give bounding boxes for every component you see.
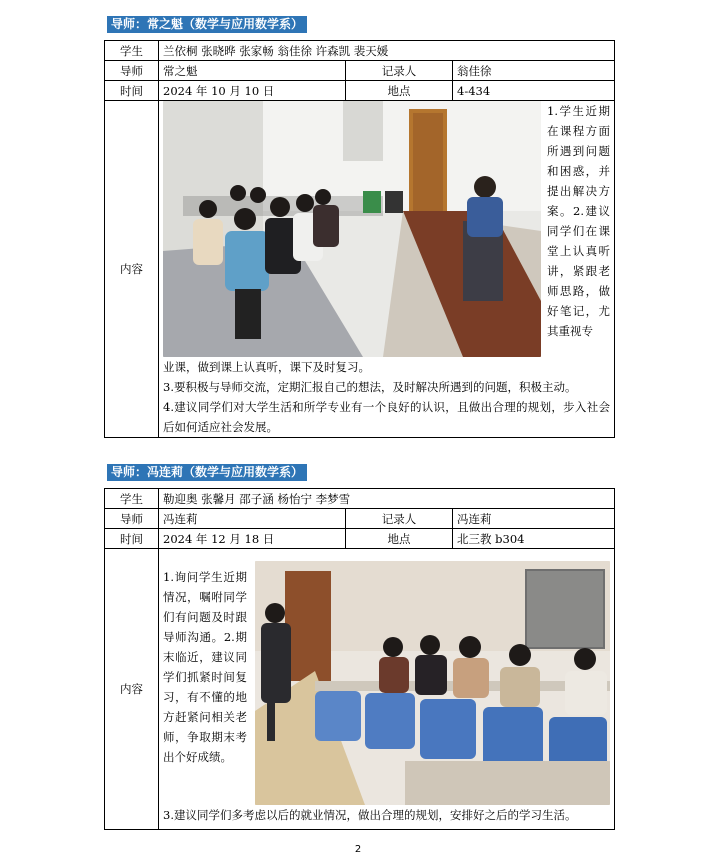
advisor-label: 导师 (105, 61, 159, 81)
students-value: 勒迎奥 张馨月 邵子涵 杨怡宁 李梦雪 (159, 489, 615, 509)
content-item-4: 4.建议同学们对大学生活和所学专业有一个良好的认识，且做出合理的规划，步入社会后如何适应社会发展。 (163, 400, 610, 434)
content-rest-text: 业课，做到课上认真听，课下及时复习。 (163, 360, 370, 374)
recorder-value: 翁佳徐 (453, 61, 615, 81)
place-value: 4-434 (453, 81, 615, 101)
content-label: 内容 (105, 101, 159, 438)
content-item-3: 3.要积极与导师交流，定期汇报自己的想法，及时解决所遇到的问题，积极主动。 (163, 380, 577, 394)
content-label: 内容 (105, 549, 159, 830)
time-label: 时间 (105, 529, 159, 549)
content-side-text: 1.学生近期在课程方面所遇到问题和困惑，并提出解决方案。2.建议同学们在课堂上认真听讲，紧跟老师思路，做好笔记，尤其重视专 (547, 104, 610, 338)
students-label: 学生 (105, 41, 159, 61)
content-item-3: 3.建议同学们多考虑以后的就业情况，做出合理的规划，安排好之后的学习生活。 (163, 808, 577, 822)
section-title: 导师：冯连莉（数学与应用数学系） (107, 464, 307, 481)
place-label: 地点 (346, 529, 453, 549)
record-table (104, 488, 615, 830)
meeting-photo (255, 561, 610, 805)
recorder-label: 记录人 (346, 509, 453, 529)
recorder-value: 冯连莉 (453, 509, 615, 529)
time-value: 2024 年 12 月 18 日 (159, 529, 346, 549)
time-label: 时间 (105, 81, 159, 101)
meeting-photo (163, 101, 541, 357)
time-value: 2024 年 10 月 10 日 (159, 81, 346, 101)
advisor-label: 导师 (105, 509, 159, 529)
page-number: 2 (354, 844, 362, 855)
students-value: 兰依桐 张晓晔 张家畅 翁佳徐 许森凯 裴天媛 (159, 41, 615, 61)
advisor-value: 常之魁 (159, 61, 346, 81)
students-label: 学生 (105, 489, 159, 509)
content-side-text: 1.询问学生近期情况，嘱咐同学们有问题及时跟导师沟通。2.期末临近，建议同学们抓紧时间复习，有不懂的地方赶紧问相关老师，争取期末考出个好成绩。 (163, 570, 247, 764)
section-title: 导师：常之魁（数学与应用数学系） (107, 16, 307, 33)
content-cell (159, 101, 615, 438)
record-table (104, 40, 615, 438)
recorder-label: 记录人 (346, 61, 453, 81)
place-value: 北三教 b304 (453, 529, 615, 549)
place-label: 地点 (346, 81, 453, 101)
content-cell (159, 549, 615, 830)
advisor-value: 冯连莉 (159, 509, 346, 529)
